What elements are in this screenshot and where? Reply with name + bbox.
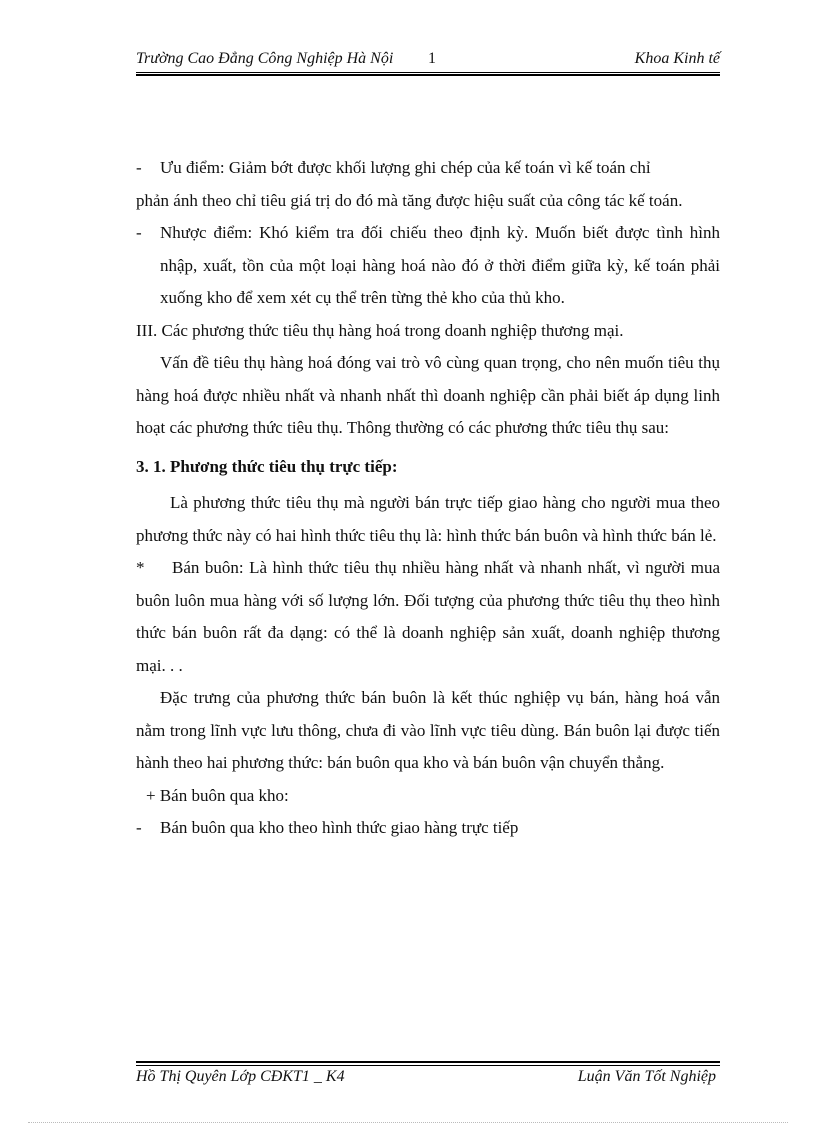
disadvantage-text: Nhược điểm: Khó kiểm tra đối chiếu theo định kỳ. Muốn biết được tình hình nhập, xuất, tồn của một loại hàng hoá nào đó ở thời điểm giữa kỳ, kế toán phải xuống kho để xem xét cụ thể trên từng thẻ kho của thủ kho.	[160, 223, 720, 307]
advantage-paragraph	[136, 152, 720, 185]
header-school: Trường Cao Đẳng Công Nghiệp Hà Nội	[136, 50, 394, 67]
advantage-text: Ưu điểm: Giảm bớt được khối lượng ghi chép của kế toán vì kế toán chỉ	[160, 158, 651, 177]
page-footer	[136, 1068, 720, 1090]
header-rule-thick	[136, 74, 720, 76]
footer-author: Hồ Thị Quyên Lớp CĐKT1 _ K4	[136, 1068, 345, 1085]
header-department: Khoa Kinh tế	[634, 50, 720, 67]
direct-delivery-item	[136, 812, 720, 845]
body-text	[136, 152, 720, 845]
direct-delivery-text: Bán buôn qua kho theo hình thức giao hàng trực tiếp	[160, 818, 519, 837]
footer-title: Luận Văn Tốt Nghiệp	[577, 1068, 716, 1085]
wholesale-feature-paragraph: Đặc trưng của phương thức bán buôn là kết thúc nghiệp vụ bán, hàng hoá vẫn nằm trong lĩnh vực lưu thông, chưa đi vào lĩnh vực tiêu dùng. Bán buôn lại được tiến hành theo hai phương thức: bán buôn qua kho và bán buôn vận chuyển thẳng.	[136, 688, 720, 772]
footer-rule-thick	[136, 1061, 720, 1063]
bullet-dash: -	[136, 818, 142, 837]
intro-paragraph: Vấn đề tiêu thụ hàng hoá đóng vai trò vô cùng quan trọng, cho nên muốn tiêu thụ hàng hoá được nhiều nhất và nhanh nhất thì doanh nghiệp cần phải biết áp dụng linh hoạt các phương thức tiêu thụ. Thông thường có các phương thức tiêu thụ sau:	[136, 353, 720, 437]
advantage-continuation: phản ánh theo chỉ tiêu giá trị do đó mà tăng được hiệu suất của công tác kế toán.	[136, 190, 683, 210]
bullet-star: *	[136, 558, 145, 577]
bullet-dash: -	[136, 158, 142, 177]
footer-rule-thin	[136, 1065, 720, 1066]
direct-sale-paragraph: Là phương thức tiêu thụ mà người bán trực tiếp giao hàng cho người mua theo phương thức này có hai hình thức tiêu thụ là: hình thức bán buôn và hình thức bán lẻ.	[136, 493, 720, 545]
header-rule-thin	[136, 72, 720, 73]
page-header	[136, 50, 720, 72]
warehouse-wholesale-heading: + Bán buôn qua kho:	[146, 785, 289, 805]
subsection-heading: 3. 1. Phương thức tiêu thụ trực tiếp:	[136, 456, 398, 476]
bullet-dash: -	[136, 223, 142, 242]
header-page-number: 1	[428, 50, 436, 67]
wholesale-text: Bán buôn: Là hình thức tiêu thụ nhiều hàng nhất và nhanh nhất, vì người mua buôn luôn mua hàng với số lượng lớn. Đối tượng của phương thức tiêu thụ theo hình thức bán buôn rất đa dạng: có thể là doanh nghiệp sản xuất, doanh nghiệp thương mại. . .	[136, 558, 720, 675]
section-heading: III. Các phương thức tiêu thụ hàng hoá trong doanh nghiệp thương mại.	[136, 320, 624, 340]
wholesale-paragraph	[136, 552, 720, 682]
disadvantage-paragraph	[136, 217, 720, 315]
